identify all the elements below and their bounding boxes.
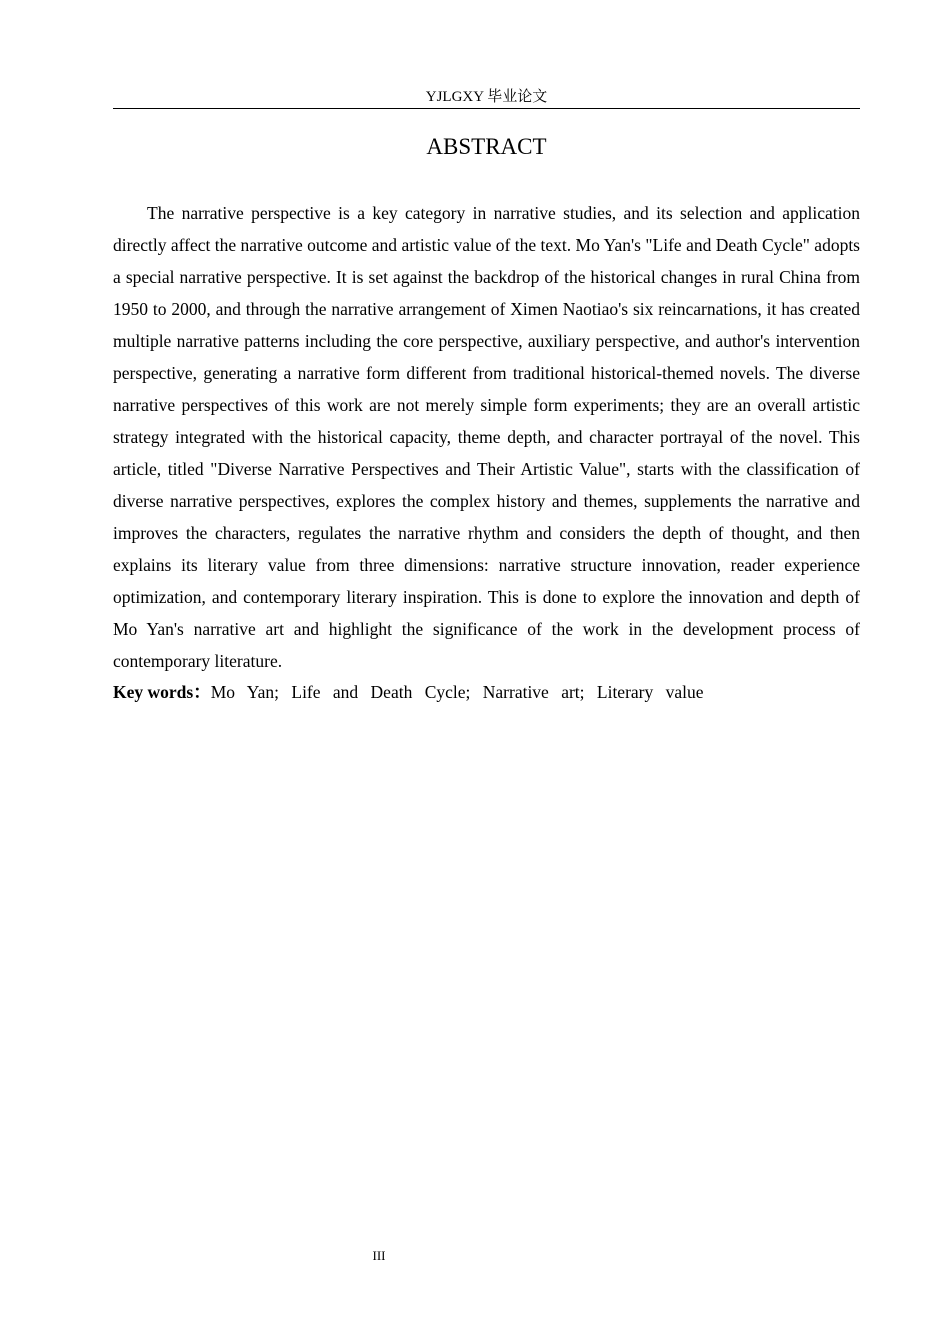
abstract-body: The narrative perspective is a key category in narrative studies, and its selection and application directly affect the narrative outcome and artistic value of the text. Mo Yan's "Life and Death Cycle" adopts a special narrative perspective. It is set against the backdrop of the historical changes in rural China from 1950 to 2000, and through the narrative arrangement of Ximen Naotiao's six reincarnations, it has created multiple narrative patterns including the core perspective, auxiliary perspective, and author's intervention perspective, generating a narrative form different from traditional historical-themed novels. The diverse narrative perspectives of this work are not merely simple form experiments; they are an overall artistic strategy integrated with the historical capacity, theme depth, and character portrayal of the novel. This article, titled "Diverse Narrative Perspectives and Their Artistic Value", starts with the classification of diverse narrative perspectives, explores the complex history and themes, supplements the narrative and improves the characters, regulates the narrative rhythm and considers the depth of thought, and then explains its literary value from three dimensions: narrative structure innovation, reader experience optimization, and contemporary literary inspiration. This is done to explore the innovation and depth of Mo Yan's narrative art and highlight the significance of the work in the development process of contemporary literature. — [113, 203, 860, 671]
keywords-value: Mo Yan; Life and Death Cycle; Narrative art; Literary value — [210, 682, 704, 702]
page-number: III — [372, 1248, 386, 1263]
keywords-label: Key words： — [113, 682, 211, 702]
keywords-line — [113, 676, 860, 708]
header-rule — [113, 108, 860, 109]
running-header: YJLGXY 毕业论文 — [425, 89, 548, 105]
abstract-title: ABSTRACT — [426, 134, 547, 159]
